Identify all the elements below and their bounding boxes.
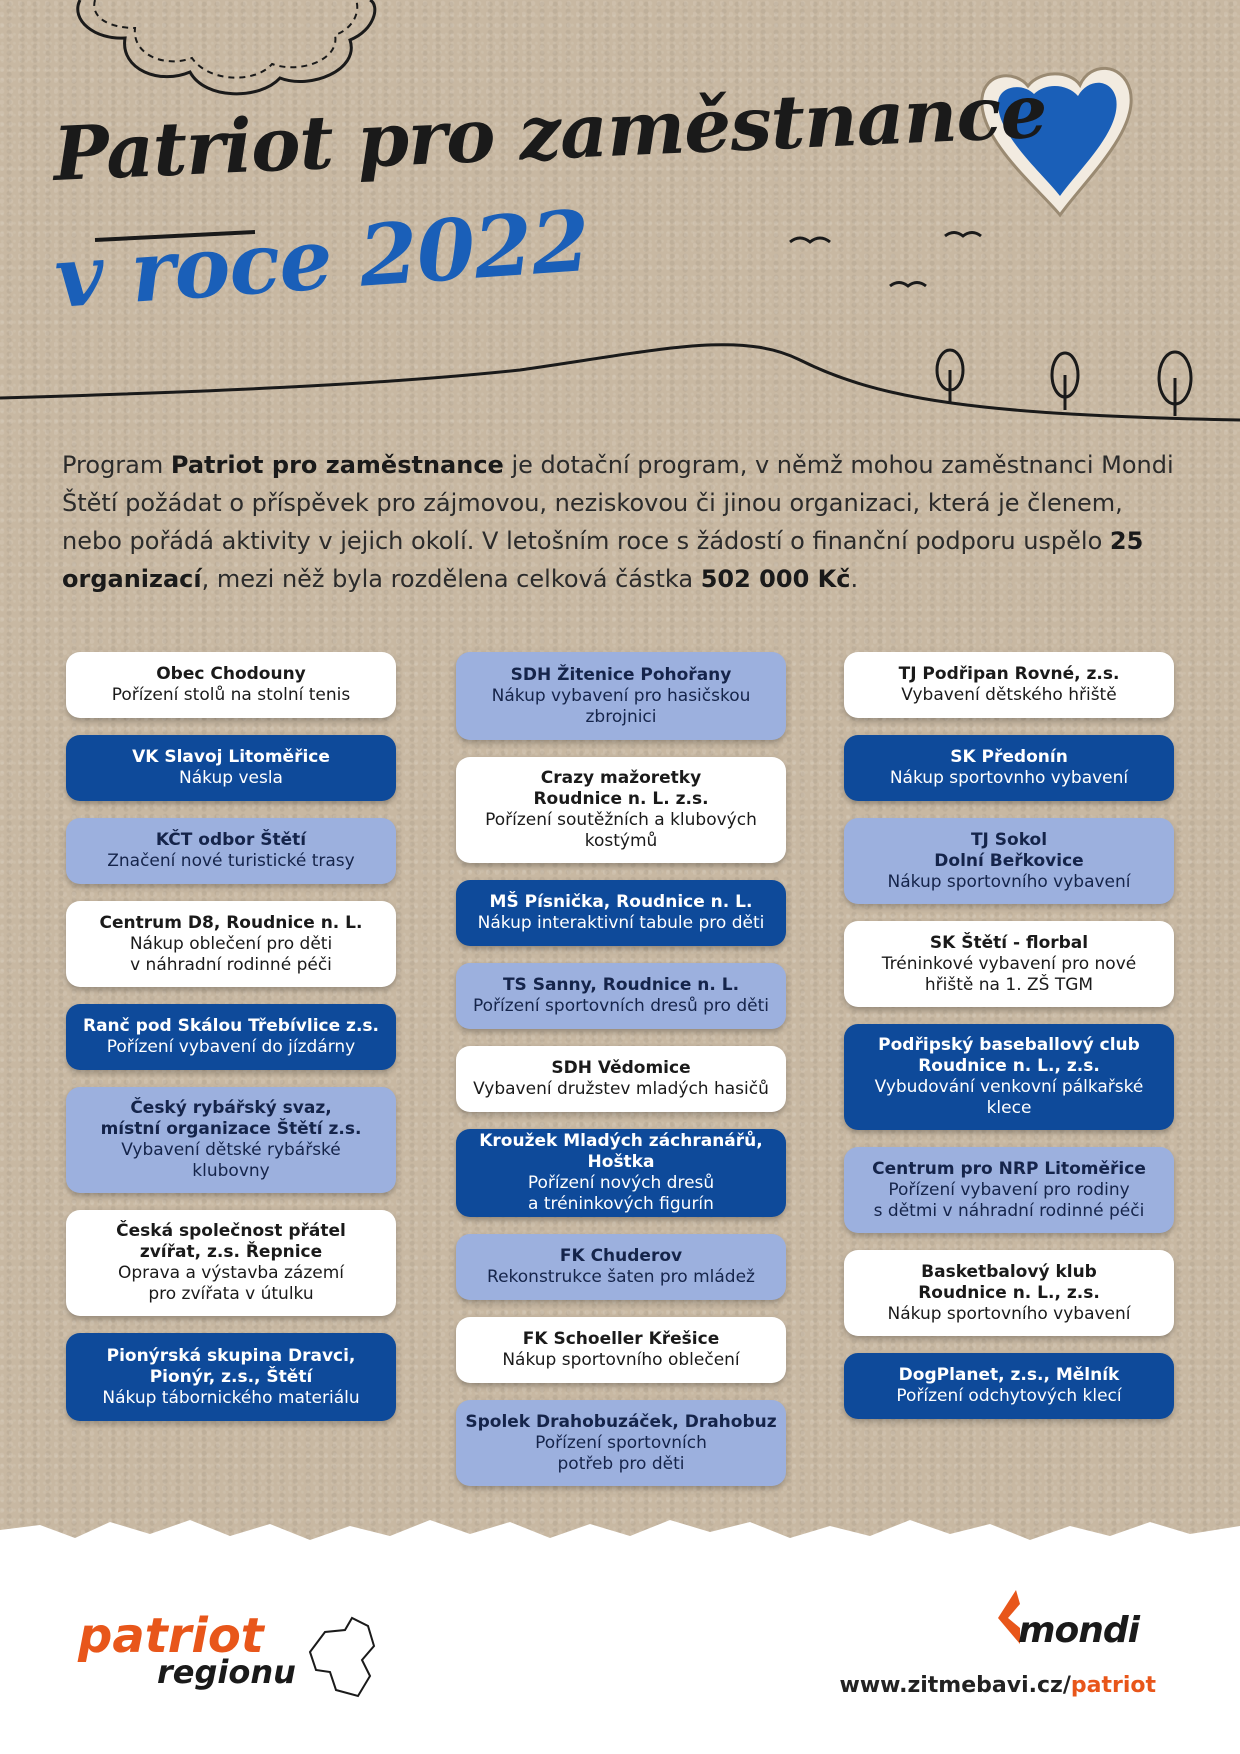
intro-text: .: [850, 565, 859, 593]
bird-icon: [890, 283, 926, 287]
org-name: KČT odbor Štětí: [155, 830, 307, 850]
org-card: [66, 1210, 396, 1316]
org-purpose: Pořízení soutěžních a klubových kostýmů: [485, 810, 757, 851]
page-subtitle: v roce 2022: [51, 190, 593, 327]
intro-total-amount: 502 000 Kč: [700, 565, 851, 593]
org-card: [66, 1087, 396, 1193]
org-purpose: Pořízení vybavení pro rodiny s dětmi v náhradní rodinné péči: [873, 1179, 1145, 1221]
org-card: [844, 818, 1174, 904]
org-card: [456, 1234, 786, 1300]
mondi-logo-word: mondi: [1018, 1610, 1139, 1651]
org-purpose: Rekonstrukce šaten pro mládež: [487, 1267, 755, 1287]
org-card: [456, 1129, 786, 1217]
org-name: FK Chuderov: [559, 1246, 683, 1266]
org-purpose: Nákup sportovního vybavení: [887, 871, 1131, 892]
org-purpose: Pořízení sportovních dresů pro děti: [473, 996, 769, 1016]
org-name: SK Předonín: [950, 747, 1068, 767]
org-card: [844, 1147, 1174, 1233]
org-name: Centrum D8, Roudnice n. L.: [99, 912, 363, 933]
org-name: MŠ Písnička, Roudnice n. L.: [489, 892, 753, 912]
website-url-highlight: patriot: [1070, 1673, 1156, 1698]
org-name: FK Schoeller Křešice: [522, 1329, 720, 1349]
org-purpose: Značení nové turistické trasy: [107, 851, 355, 871]
org-name: TJ Sokol Dolní Beřkovice: [934, 829, 1084, 871]
org-name: Kroužek Mladých záchranářů, Hoštka: [479, 1131, 763, 1172]
intro-org-count: 25 organizací: [62, 527, 1144, 593]
org-card: [456, 963, 786, 1029]
org-name: Podřipský baseballový club Roudnice n. L., z.s.: [878, 1035, 1140, 1076]
org-card: [66, 1004, 396, 1070]
org-name: Spolek Drahobuzáček, Drahobuz: [465, 1411, 777, 1432]
org-card: [456, 880, 786, 946]
org-card: [844, 652, 1174, 718]
org-name: Ranč pod Skálou Třebívlice z.s.: [83, 1016, 379, 1036]
org-card: [66, 901, 396, 987]
intro-text: je dotační program, v němž mohou zaměstnanci Mondi Štětí požádat o příspěvek pro zájmovou, neziskovou či jinou organizaci, která je členem, nebo pořádá aktivity v jejich okolí. V letošním roce s žádostí o finanční podporu uspělo: [62, 451, 1174, 555]
org-purpose: Oprava a výstavba zázemí pro zvířata v útulku: [117, 1263, 345, 1304]
org-purpose: Pořízení vybavení do jízdárny: [106, 1037, 356, 1057]
website-link[interactable]: [840, 1673, 1156, 1698]
org-name: Obec Chodouny: [156, 664, 306, 684]
org-name: Centrum pro NRP Litoměřice: [872, 1158, 1146, 1179]
org-name: SK Štětí - florbal: [929, 932, 1089, 953]
org-purpose: Tréninkové vybavení pro nové hřiště na 1. ZŠ TGM: [881, 953, 1137, 995]
org-purpose: Nákup vesla: [179, 768, 283, 788]
org-purpose: Vybavení družstev mladých hasičů: [473, 1079, 769, 1099]
org-card: [66, 652, 396, 718]
tree-icon: [1159, 352, 1191, 416]
org-card: [66, 818, 396, 884]
org-purpose: Nákup tábornického materiálu: [102, 1387, 360, 1408]
org-name: SDH Žitenice Pohořany: [510, 664, 732, 685]
website-url-main: www.zitmebavi.cz/: [839, 1673, 1071, 1698]
org-card: [456, 1317, 786, 1383]
intro-text: Program: [62, 451, 171, 479]
org-purpose: Nákup interaktivní tabule pro děti: [477, 913, 765, 933]
org-purpose: Pořízení sportovních potřeb pro děti: [535, 1432, 707, 1474]
org-name: Český rybářský svaz, místní organizace Štětí z.s.: [100, 1098, 362, 1139]
org-purpose: Nákup vybavení pro hasičskou zbrojnici: [491, 685, 751, 727]
torn-paper-edge: [0, 1470, 1240, 1580]
org-name: Česká společnost přátel zvířat, z.s. Řepnice: [116, 1221, 346, 1262]
org-purpose: Nákup sportovnho vybavení: [889, 768, 1129, 788]
org-purpose: Vybavení dětského hřiště: [901, 685, 1117, 705]
bird-icon: [790, 238, 830, 242]
org-name: DogPlanet, z.s., Mělník: [898, 1365, 1120, 1385]
intro-paragraph: [62, 446, 1182, 598]
org-card: [844, 1250, 1174, 1336]
bird-icon: [945, 233, 981, 237]
org-card: [66, 1333, 396, 1421]
org-purpose: Nákup sportovního vybavení: [887, 1303, 1131, 1324]
org-name: VK Slavoj Litoměřice: [132, 747, 330, 767]
org-card: [844, 1024, 1174, 1130]
org-name: SDH Vědomice: [551, 1058, 691, 1078]
patriot-logo-word: patriot: [78, 1608, 264, 1664]
tree-icon: [1052, 353, 1078, 410]
org-purpose: Pořízení nových dresů a tréninkových figurín: [527, 1173, 715, 1214]
tree-icon: [937, 350, 963, 402]
regionu-logo-word: regionu: [157, 1653, 296, 1691]
org-name: TS Sanny, Roudnice n. L.: [502, 975, 740, 995]
org-purpose: Vybavení dětské rybářské klubovny: [121, 1140, 341, 1181]
org-purpose: Pořízení odchytových klecí: [896, 1386, 1122, 1406]
org-name: Pionýrská skupina Dravci, Pionýr, z.s., Štětí: [106, 1345, 356, 1387]
org-card: [456, 1046, 786, 1112]
page-title: Patriot pro zaměstnance: [51, 68, 1049, 198]
org-card: [456, 757, 786, 863]
intro-text: , mezi něž byla rozdělena celková částka: [201, 565, 701, 593]
org-purpose: Pořízení stolů na stolní tenis: [111, 685, 351, 705]
org-name: Crazy mažoretky Roudnice n. L. z.s.: [533, 768, 709, 809]
org-card: [844, 1353, 1174, 1419]
cloud-icon: [78, 0, 375, 94]
org-purpose: Vybudování venkovní pálkařské klece: [874, 1077, 1144, 1118]
org-name: Basketbalový klub Roudnice n. L., z.s.: [918, 1261, 1100, 1303]
org-purpose: Nákup oblečení pro děti v náhradní rodinné péči: [129, 933, 333, 975]
org-card: [844, 921, 1174, 1007]
org-card: [66, 735, 396, 801]
org-card: [844, 735, 1174, 801]
org-name: TJ Podřipan Rovné, z.s.: [898, 664, 1120, 684]
org-purpose: Nákup sportovního oblečení: [502, 1350, 740, 1370]
region-map-icon: [300, 1612, 380, 1704]
org-card: [456, 652, 786, 740]
intro-program-name: Patriot pro zaměstnance: [170, 451, 504, 479]
